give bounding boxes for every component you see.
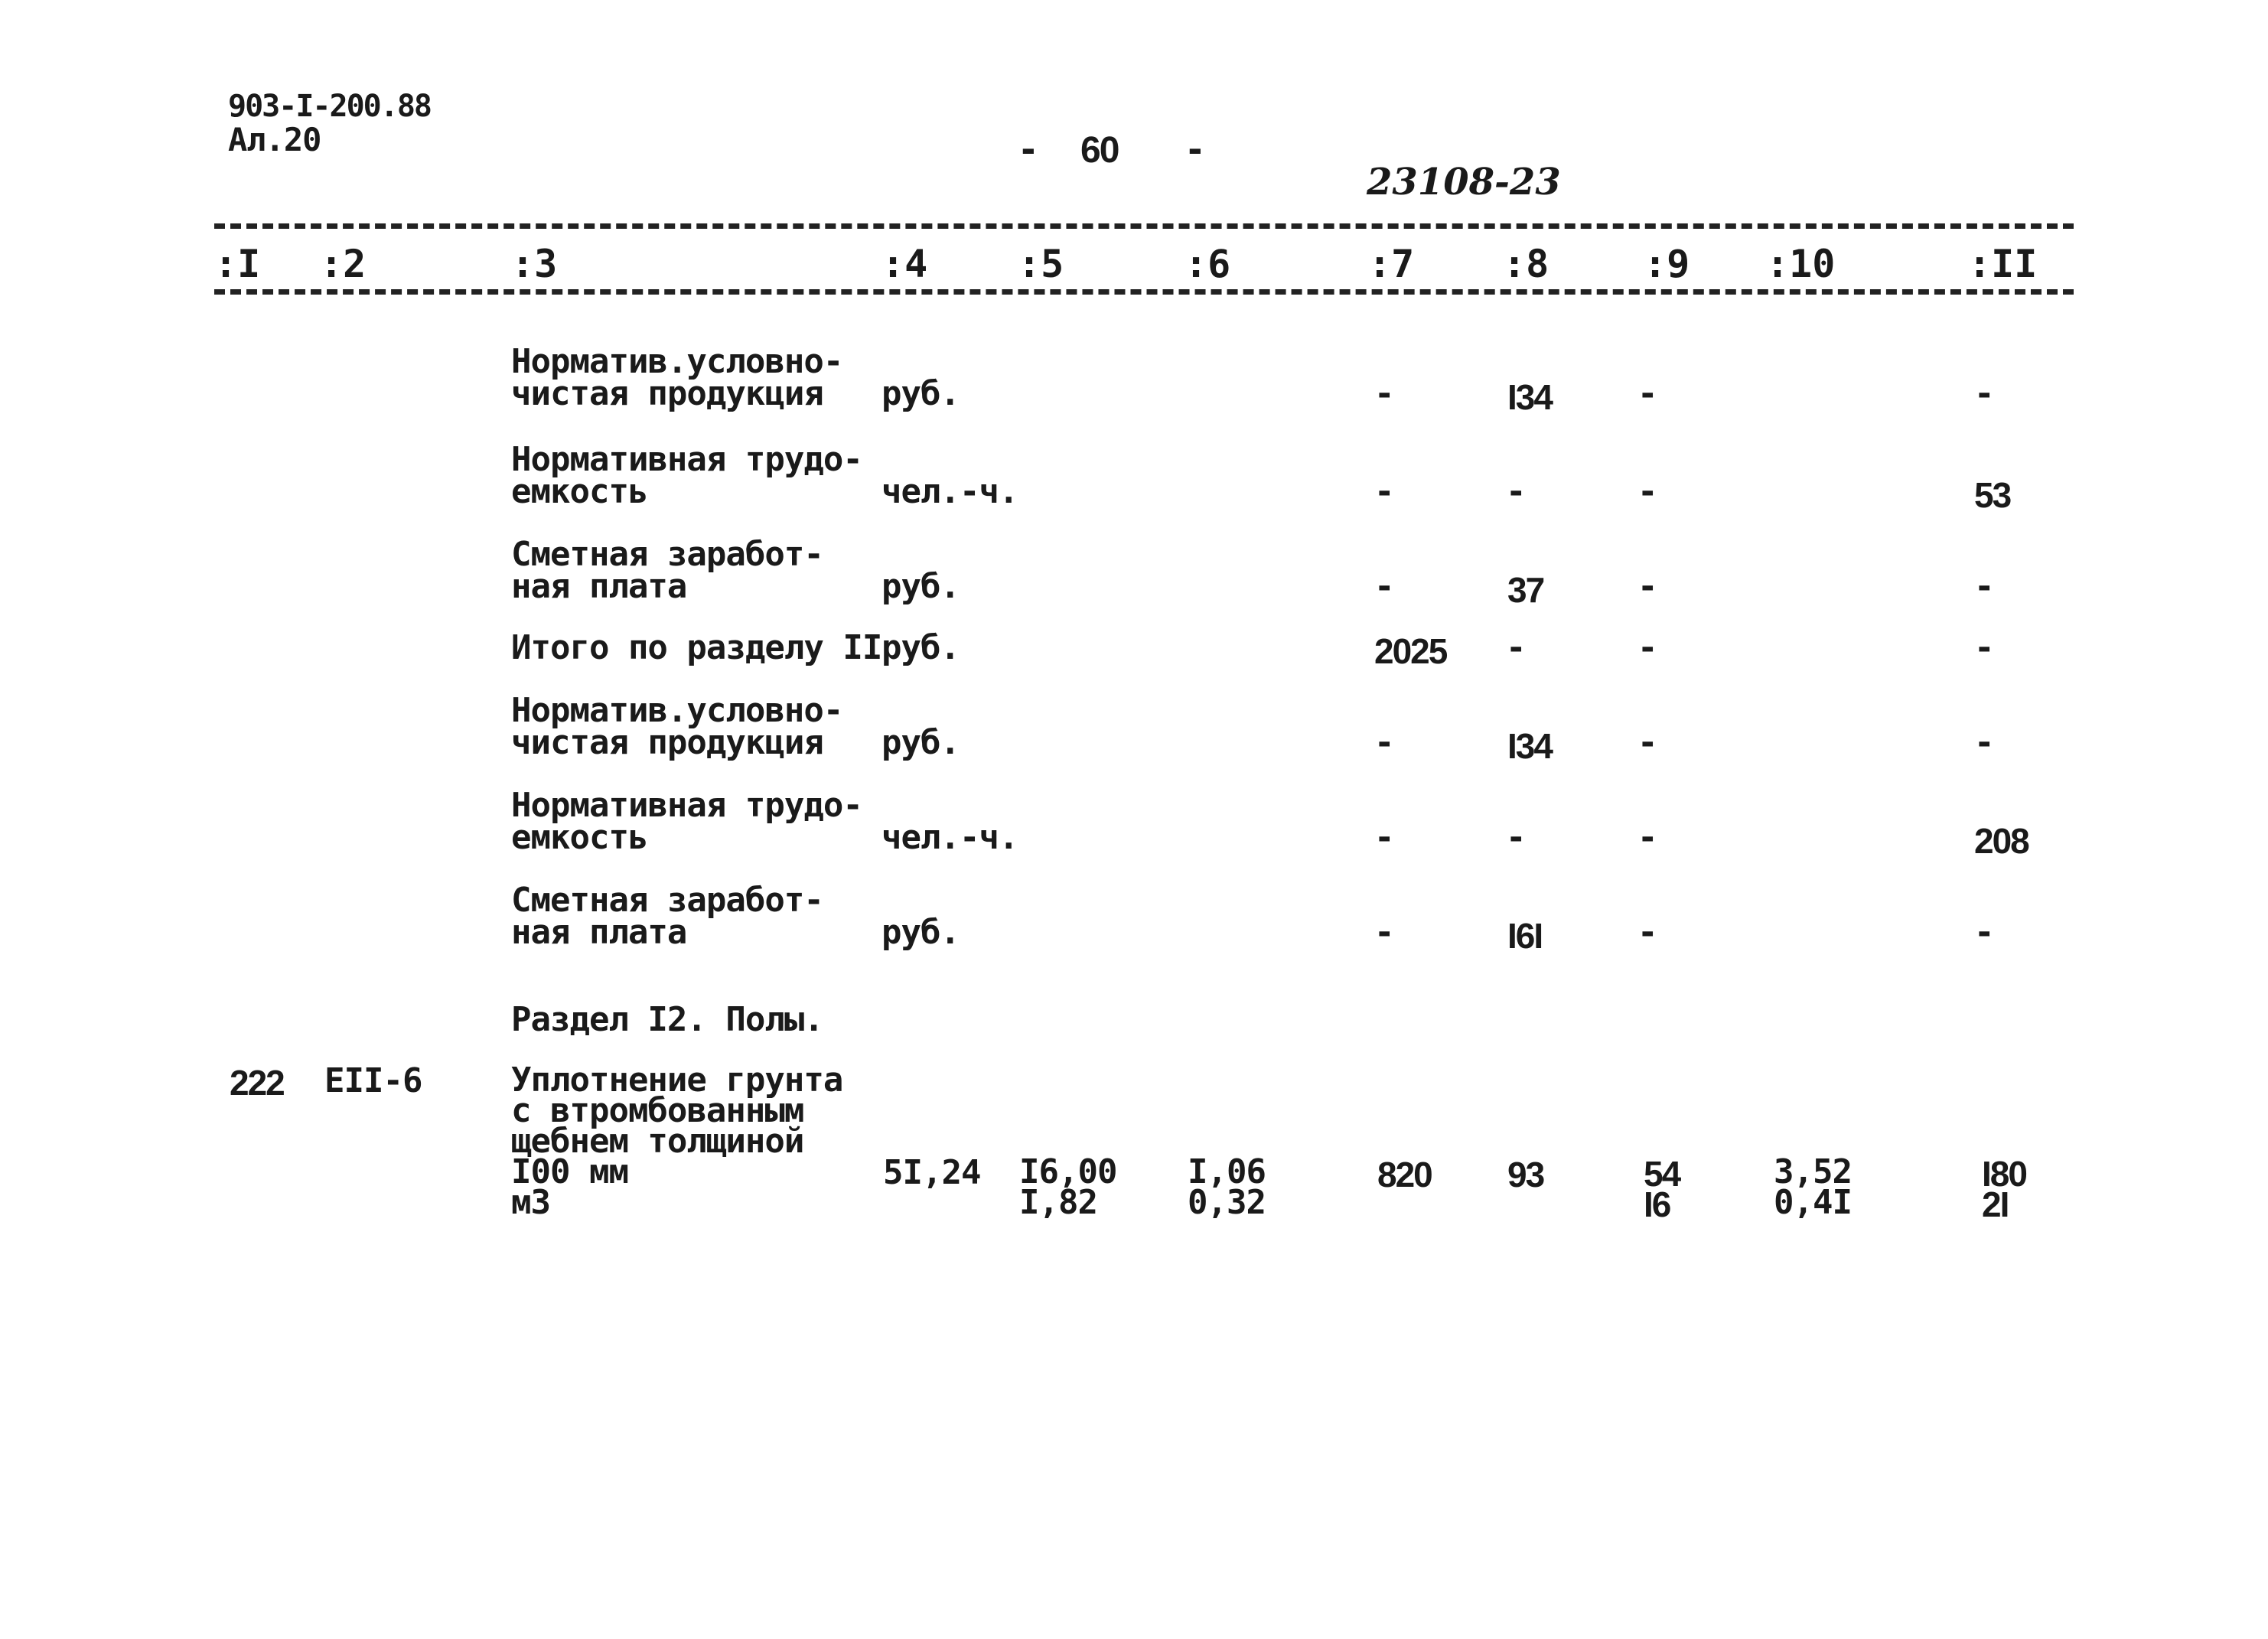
page-number: 60 bbox=[1080, 130, 1119, 171]
row-col8: I34 bbox=[1507, 377, 1552, 417]
item-number: 222 bbox=[230, 1063, 284, 1103]
page-dash-left: - bbox=[1018, 129, 1039, 170]
row-col11: 53 bbox=[1974, 475, 2011, 515]
col-head-4: :4 bbox=[881, 242, 928, 286]
row-col11: 208 bbox=[1974, 821, 2028, 861]
item-col9: 54 I6 bbox=[1644, 1154, 1680, 1224]
section-title: Раздел I2. Полы. bbox=[511, 1000, 823, 1039]
row-unit: руб. bbox=[881, 628, 960, 667]
col-head-5: :5 bbox=[1018, 242, 1064, 286]
row-col8: 37 bbox=[1507, 570, 1544, 610]
item-col11: I80 2I bbox=[1982, 1154, 2026, 1224]
row-col9: - bbox=[1637, 472, 1657, 511]
row-col9: - bbox=[1637, 818, 1657, 857]
table-top-rule bbox=[214, 223, 2074, 229]
row-col8: I34 bbox=[1507, 726, 1552, 766]
row-col9: - bbox=[1637, 374, 1657, 413]
table-header-rule bbox=[214, 289, 2074, 295]
row-unit: чел.-ч. bbox=[881, 818, 1018, 857]
row-col7: - bbox=[1374, 567, 1394, 606]
item-description: Уплотнение грунта с втромбованным щебнем толщиной I00 мм м3 bbox=[511, 1061, 843, 1222]
item-col7: 820 bbox=[1377, 1155, 1432, 1194]
page-dash-right: - bbox=[1185, 129, 1206, 170]
row-col8: - bbox=[1506, 628, 1526, 667]
col-head-7: :7 bbox=[1368, 242, 1415, 286]
row-unit: руб. bbox=[881, 567, 960, 606]
item-col6: I,06 0,32 bbox=[1188, 1152, 1266, 1222]
stamp-number: 23108-23 bbox=[1367, 161, 1561, 204]
row-col9: - bbox=[1637, 913, 1657, 952]
col-head-9: :9 bbox=[1644, 242, 1690, 286]
row-col7: - bbox=[1374, 472, 1394, 511]
row-col7: - bbox=[1374, 374, 1394, 413]
row-col11: - bbox=[1974, 374, 1994, 413]
col-head-1: :I bbox=[214, 242, 261, 286]
row-label: Итого по разделу II bbox=[511, 628, 882, 667]
row-col7: 2025 bbox=[1374, 631, 1447, 671]
row-col7: - bbox=[1374, 818, 1394, 857]
row-col11: - bbox=[1974, 723, 1994, 762]
col-head-11: :II bbox=[1968, 242, 2038, 286]
col-head-2: :2 bbox=[320, 242, 367, 286]
item-code: EII-6 bbox=[324, 1061, 422, 1100]
row-unit: руб. bbox=[881, 374, 960, 413]
col-head-8: :8 bbox=[1503, 242, 1549, 286]
col-head-3: :3 bbox=[511, 242, 558, 286]
item-col5: I6,00 I,82 bbox=[1019, 1152, 1117, 1222]
item-col4: 5I,24 bbox=[883, 1153, 981, 1192]
row-unit: чел.-ч. bbox=[881, 472, 1018, 511]
row-col7: - bbox=[1374, 913, 1394, 952]
row-label: Сметная заработ- ная плата bbox=[511, 535, 823, 606]
document-code: 903-I-200.88 bbox=[228, 89, 431, 124]
item-col10: 3,52 0,4I bbox=[1774, 1152, 1852, 1222]
row-col8: - bbox=[1506, 818, 1526, 857]
row-col7: - bbox=[1374, 723, 1394, 762]
col-head-6: :6 bbox=[1185, 242, 1231, 286]
row-col9: - bbox=[1637, 723, 1657, 762]
row-col11: - bbox=[1974, 567, 1994, 606]
row-col9: - bbox=[1637, 628, 1657, 667]
row-label: Нормативная трудо- емкость bbox=[511, 786, 862, 857]
row-col8: I6I bbox=[1507, 916, 1543, 956]
row-col11: - bbox=[1974, 913, 1994, 952]
row-unit: руб. bbox=[881, 723, 960, 762]
item-col8: 93 bbox=[1507, 1155, 1544, 1194]
row-label: Сметная заработ- ная плата bbox=[511, 881, 823, 952]
row-col8: - bbox=[1506, 472, 1526, 511]
row-col11: - bbox=[1974, 628, 1994, 667]
row-col9: - bbox=[1637, 567, 1657, 606]
row-label: Норматив.условно- чистая продукция bbox=[511, 691, 843, 762]
row-label: Нормативная трудо- емкость bbox=[511, 440, 862, 511]
row-label: Норматив.условно- чистая продукция bbox=[511, 342, 843, 413]
col-head-10: :10 bbox=[1766, 242, 1836, 286]
sheet-label: Ал.20 bbox=[228, 121, 321, 158]
row-unit: руб. bbox=[881, 913, 960, 952]
